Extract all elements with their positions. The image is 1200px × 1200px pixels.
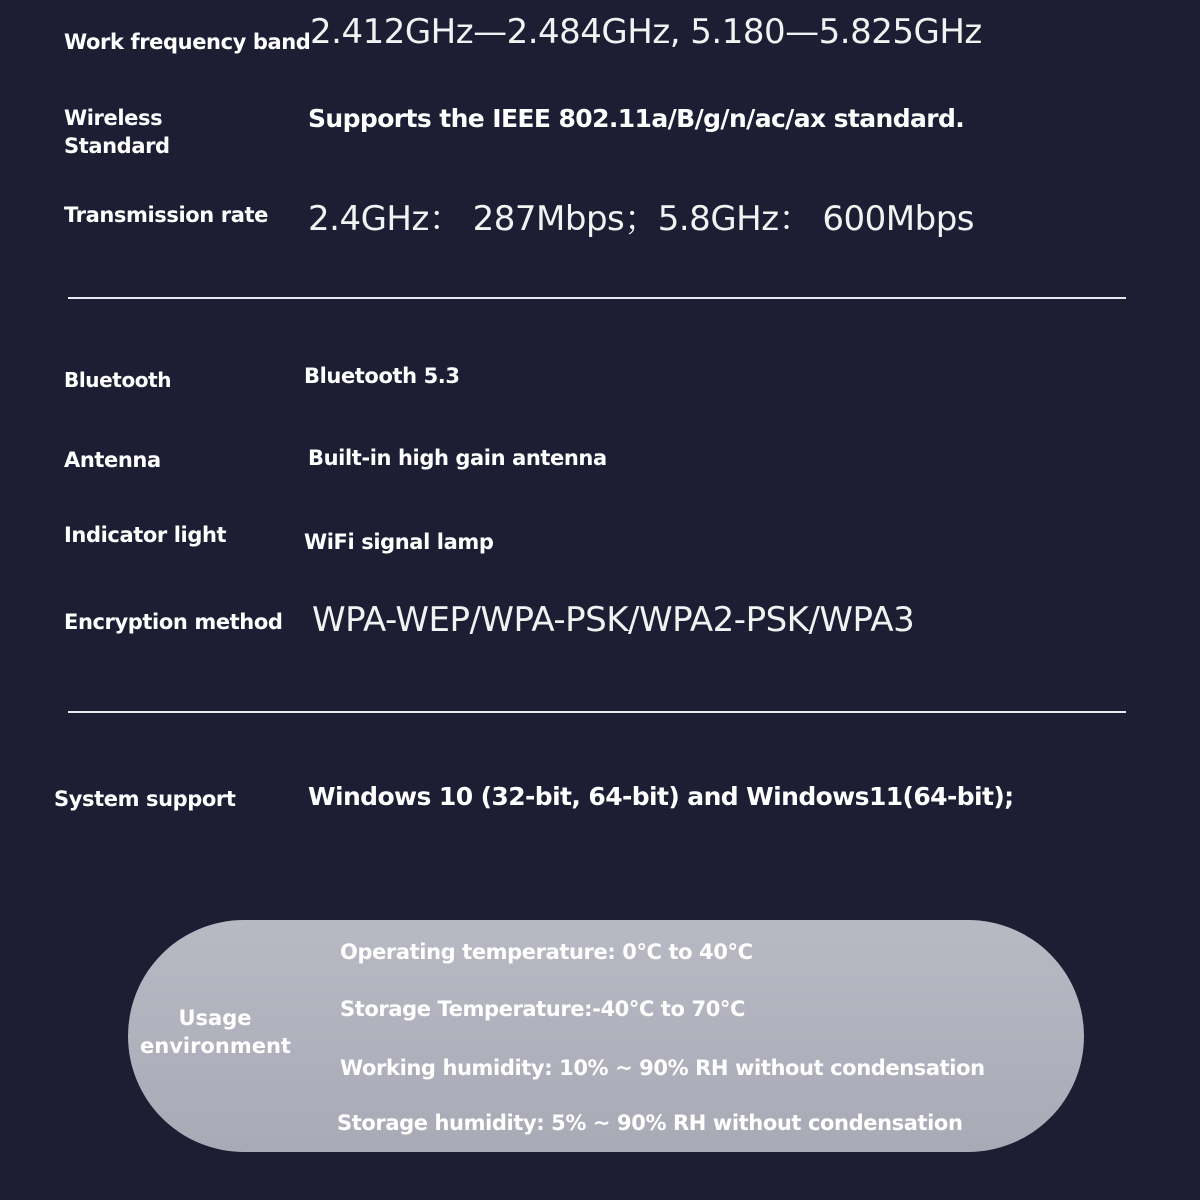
- transmission-rate-label: Transmission rate: [64, 203, 268, 227]
- operating-temperature-item: Operating temperature: 0°C to 40°C: [340, 940, 753, 964]
- usage-environment-label: [140, 1004, 290, 1060]
- bluetooth-value: Bluetooth 5.3: [304, 364, 460, 388]
- system-support-value: Windows 10 (32-bit, 64-bit) and Windows11(64-bit);: [308, 782, 1014, 811]
- indicator-light-value: WiFi signal lamp: [304, 530, 494, 554]
- antenna-label: Antenna: [64, 448, 161, 472]
- bluetooth-label: Bluetooth: [64, 368, 172, 392]
- encryption-method-value: WPA-WEP/WPA-PSK/WPA2-PSK/WPA3: [312, 600, 915, 640]
- transmission-rate-value: 2.4GHz： 287Mbps；5.8GHz： 600Mbps: [308, 199, 974, 239]
- wireless-standard-label-line1: Wireless: [64, 106, 163, 130]
- wireless-standard-label-line2: Standard: [64, 134, 170, 158]
- work-frequency-band-value: 2.412GHz—2.484GHz, 5.180—5.825GHz: [310, 12, 982, 52]
- usage-environment-label-line2: environment: [140, 1034, 291, 1058]
- antenna-value: Built-in high gain antenna: [308, 446, 607, 470]
- working-humidity-item: Working humidity: 10% ~ 90% RH without condensation: [340, 1056, 985, 1080]
- system-support-label: System support: [54, 787, 236, 811]
- storage-humidity-item: Storage humidity: 5% ~ 90% RH without condensation: [337, 1111, 963, 1135]
- section-divider-2: [68, 711, 1126, 713]
- indicator-light-label: Indicator light: [64, 523, 227, 547]
- work-frequency-band-label: Work frequency band: [64, 30, 311, 54]
- wireless-standard-value: Supports the IEEE 802.11a/B/g/n/ac/ax standard.: [308, 104, 965, 133]
- storage-temperature-item: Storage Temperature:-40°C to 70°C: [340, 997, 746, 1021]
- wireless-standard-label: [64, 104, 170, 160]
- section-divider-1: [68, 297, 1126, 299]
- encryption-method-label: Encryption method: [64, 610, 283, 634]
- usage-environment-label-line1: Usage: [178, 1006, 252, 1030]
